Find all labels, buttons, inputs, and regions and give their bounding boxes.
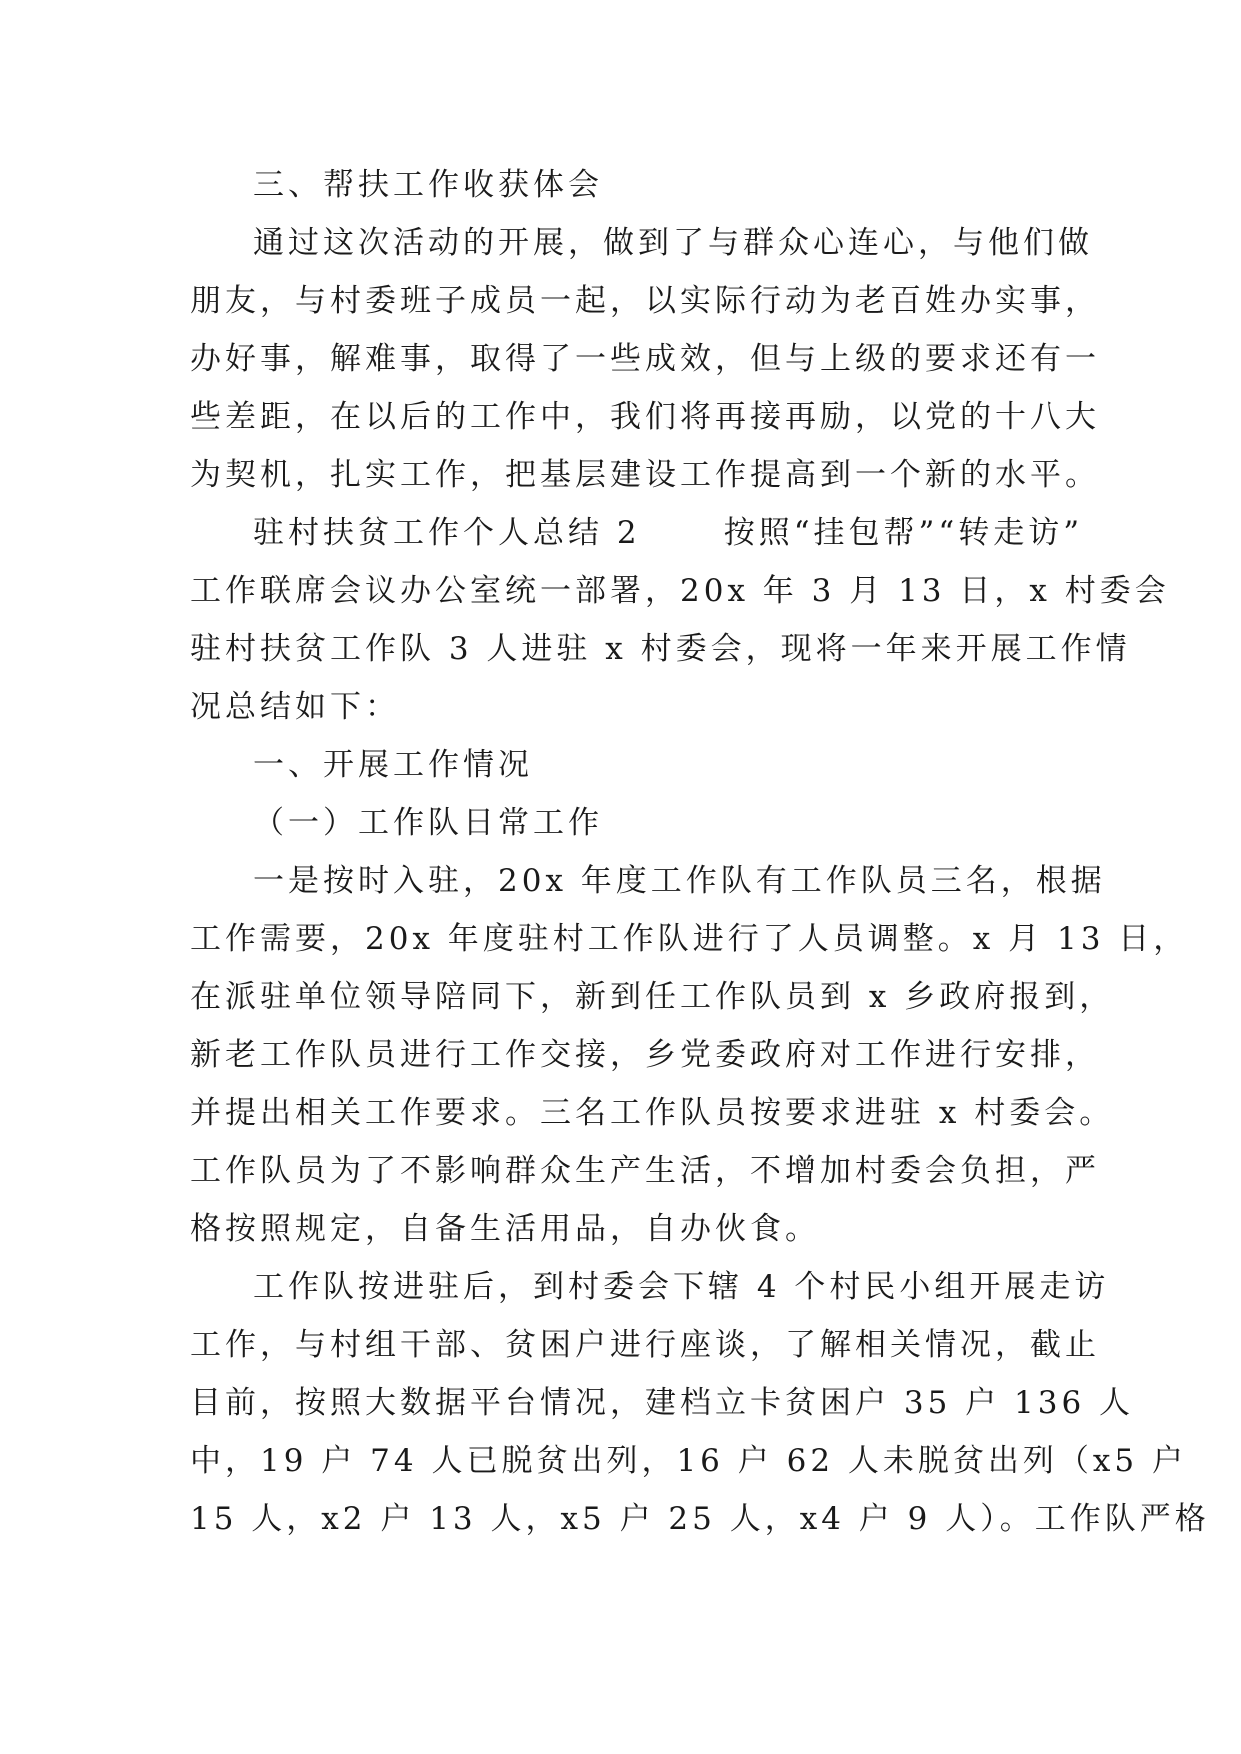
paragraph-line: 中，19 户 74 人已脱贫出列，16 户 62 人未脱贫出列（x5 户 [190,1443,1187,1479]
paragraph-line: 驻村扶贫工作个人总结 2 按照“挂包帮”“转走访” [253,515,1084,551]
paragraph-line: 并提出相关工作要求。三名工作队员按要求进驻 x 村委会。 [190,1095,1115,1131]
paragraph-line: 工作队员为了不影响群众生产生活，不增加村委会负担，严 [190,1153,1100,1189]
paragraph-line: 办好事，解难事，取得了一些成效，但与上级的要求还有一 [190,341,1100,377]
paragraph-line: 工作队按进驻后，到村委会下辖 4 个村民小组开展走访 [253,1269,1110,1305]
paragraph-line: 况总结如下： [190,689,400,725]
paragraph-line: 为契机，扎实工作，把基层建设工作提高到一个新的水平。 [190,457,1100,493]
paragraph-line: 格按照规定，自备生活用品，自办伙食。 [190,1211,820,1247]
paragraph-line: 目前，按照大数据平台情况，建档立卡贫困户 35 户 136 人 [190,1385,1135,1421]
paragraph-line: 工作需要，20x 年度驻村工作队进行了人员调整。x 月 13 日， [190,921,1189,957]
paragraph-line: 些差距，在以后的工作中，我们将再接再励，以党的十八大 [190,399,1100,435]
heading-harvest: 三、帮扶工作收获体会 [253,167,603,203]
paragraph-line: 朋友，与村委班子成员一起，以实际行动为老百姓办实事， [190,283,1100,319]
paragraph-line: 15 人，x2 户 13 人，x5 户 25 人，x4 户 9 人）。工作队严格 [190,1501,1210,1537]
paragraph-line: 工作联席会议办公室统一部署，20x 年 3 月 13 日，x 村委会 [190,573,1170,609]
paragraph-line: 驻村扶贫工作队 3 人进驻 x 村委会，现将一年来开展工作情 [190,631,1131,667]
paragraph-line: 一是按时入驻，20x 年度工作队有工作队员三名，根据 [253,863,1106,899]
heading-work-status: 一、开展工作情况 [253,747,533,783]
subheading-daily-work: （一）工作队日常工作 [253,805,603,841]
paragraph-line: 工作，与村组干部、贫困户进行座谈，了解相关情况，截止 [190,1327,1100,1363]
paragraph-line: 在派驻单位领导陪同下，新到任工作队员到 x 乡政府报到， [190,979,1115,1015]
paragraph-line: 通过这次活动的开展，做到了与群众心连心，与他们做 [253,225,1093,261]
paragraph-line: 新老工作队员进行工作交接，乡党委政府对工作进行安排， [190,1037,1100,1073]
